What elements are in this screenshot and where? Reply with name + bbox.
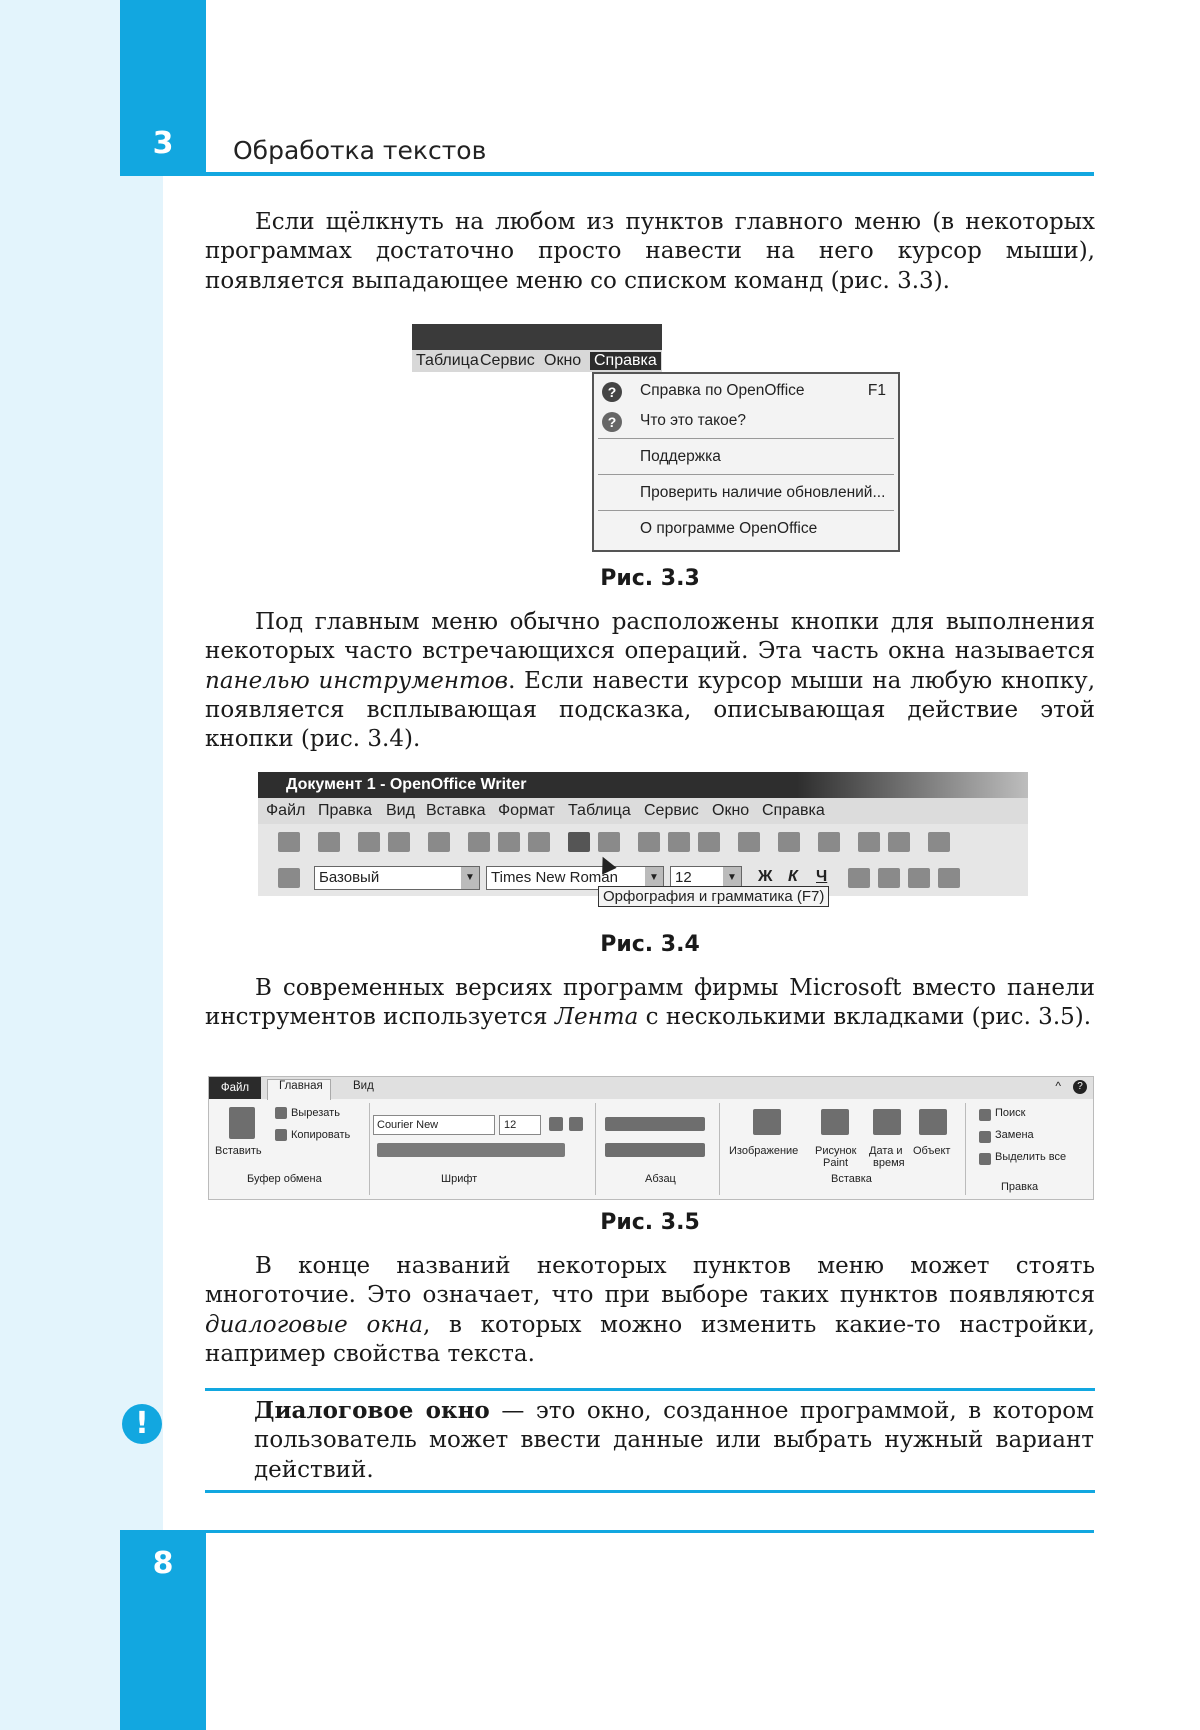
- size-select[interactable]: 12 ▼: [670, 866, 742, 890]
- whats-this-icon: ?: [602, 412, 622, 432]
- paste-icon[interactable]: [698, 832, 720, 852]
- menu-service[interactable]: Сервис: [644, 802, 699, 819]
- paint-icon[interactable]: [821, 1109, 849, 1135]
- group-divider: [965, 1103, 966, 1195]
- shrink-font-icon[interactable]: [569, 1117, 583, 1131]
- chapter-title: Обработка текстов: [233, 136, 487, 165]
- definition-term: Диалоговое окно: [254, 1397, 490, 1424]
- navigator-icon[interactable]: [858, 832, 880, 852]
- menu-view[interactable]: Вид: [386, 802, 415, 819]
- cut-icon[interactable]: [638, 832, 660, 852]
- menu-table[interactable]: Таблица: [568, 802, 631, 819]
- paragraph-1: Если щёлкнуть на любом из пунктов главного меню (в некоторых программах достаточно просто навести на него курсор мыши), появляется выпадающее меню со списком команд (рис. 3.3).: [205, 209, 1095, 294]
- paint-label-2[interactable]: Paint: [823, 1157, 849, 1169]
- styles-icon[interactable]: [278, 868, 300, 888]
- side-band: [0, 0, 163, 1730]
- italic-button[interactable]: К: [788, 868, 798, 885]
- tooltip: Орфография и грамматика (F7): [598, 886, 829, 907]
- save-icon[interactable]: [358, 832, 380, 852]
- open-icon[interactable]: [318, 832, 340, 852]
- justify-icon[interactable]: [938, 868, 960, 888]
- shortcut-f1: F1: [867, 382, 886, 399]
- bold-button[interactable]: Ж: [758, 868, 773, 885]
- menu-separator: [598, 438, 894, 439]
- menu-item-check-updates[interactable]: Проверить наличие обновлений...: [640, 484, 886, 501]
- paragraph-4: В конце названий некоторых пунктов меню может стоять многоточие. Это означает, что при выборе таких пунктов появляются диалоговые окна, в которых можно изменить какие-то настройки, например свойства текста.: [205, 1253, 1095, 1367]
- page-number: 8: [152, 1546, 174, 1581]
- group-divider: [595, 1103, 596, 1195]
- collapse-ribbon-icon[interactable]: ^: [1055, 1079, 1061, 1093]
- menu-edit[interactable]: Правка: [318, 802, 373, 819]
- date-label-1[interactable]: Дата и: [869, 1145, 903, 1157]
- help-icon: ?: [602, 382, 622, 402]
- menu-table[interactable]: Таблица: [416, 352, 479, 369]
- chapter-number: 3: [152, 126, 174, 161]
- help-icon[interactable]: ?: [1073, 1080, 1087, 1094]
- grow-font-icon[interactable]: [549, 1117, 563, 1131]
- menu-service[interactable]: Сервис: [480, 352, 535, 369]
- help-dropdown: [592, 372, 900, 552]
- header-rule: [206, 172, 1094, 176]
- copy-icon[interactable]: [275, 1129, 287, 1141]
- menu-separator: [598, 510, 894, 511]
- chart-icon[interactable]: [928, 832, 950, 852]
- group-insert: Вставка: [831, 1173, 872, 1185]
- window-title-bar: [258, 772, 1028, 798]
- footer-rule: [206, 1530, 1094, 1533]
- find-icon[interactable]: [979, 1109, 991, 1121]
- align-right-icon[interactable]: [908, 868, 930, 888]
- pdf-icon[interactable]: [468, 832, 490, 852]
- date-time-icon[interactable]: [873, 1109, 901, 1135]
- list-buttons[interactable]: [605, 1117, 705, 1131]
- spellcheck-icon[interactable]: [568, 832, 590, 852]
- paragraph-3: В современных версиях программ фирмы Microsoft вместо панели инструментов используется Лента с несколькими вкладками (рис. 3.5).: [205, 975, 1095, 1031]
- group-paragraph: Абзац: [645, 1173, 676, 1185]
- window-title: Документ 1 - OpenOffice Writer: [286, 776, 527, 793]
- undo-icon[interactable]: [778, 832, 800, 852]
- date-label-2[interactable]: время: [873, 1157, 905, 1169]
- note-bottom-rule: [205, 1490, 1095, 1493]
- image-icon[interactable]: [753, 1109, 781, 1135]
- menu-window[interactable]: Окно: [712, 802, 750, 819]
- definition-note: Диалоговое окно — это окно, созданное программой, в котором пользователь может ввести данные или выбрать нужный вариант действий.: [254, 1397, 1094, 1483]
- tab-view[interactable]: Вид: [353, 1080, 374, 1092]
- font-select[interactable]: Times New Roman ▼: [486, 866, 664, 890]
- caption-3-3: Рис. 3.3: [600, 566, 700, 591]
- menu-window[interactable]: Окно: [544, 352, 582, 369]
- cut-label[interactable]: Вырезать: [291, 1107, 340, 1119]
- object-icon[interactable]: [919, 1109, 947, 1135]
- tab-home[interactable]: Главная: [279, 1080, 323, 1092]
- table-icon[interactable]: [888, 832, 910, 852]
- mail-icon[interactable]: [388, 832, 410, 852]
- menu-format[interactable]: Формат: [498, 802, 555, 819]
- menu-insert[interactable]: Вставка: [426, 802, 486, 819]
- replace-label[interactable]: Замена: [995, 1129, 1034, 1141]
- note-top-rule: [205, 1388, 1095, 1391]
- select-all-icon[interactable]: [979, 1153, 991, 1165]
- font-name-select[interactable]: Courier New: [373, 1115, 495, 1135]
- copy-icon[interactable]: [668, 832, 690, 852]
- ribbon-tabs: [209, 1077, 1093, 1099]
- figure-3-3: [412, 324, 912, 554]
- window-bar: [412, 324, 662, 350]
- format-brush-icon[interactable]: [738, 832, 760, 852]
- group-edit: Правка: [1001, 1181, 1039, 1193]
- menu-item-about[interactable]: О программе OpenOffice: [640, 520, 818, 537]
- exclamation-icon: !: [122, 1404, 162, 1444]
- menu-separator: [598, 474, 894, 475]
- underline-button[interactable]: Ч: [816, 868, 828, 885]
- style-select[interactable]: Базовый ▼: [314, 866, 480, 890]
- figure-3-5: [208, 1076, 1094, 1200]
- figure-3-4: [258, 772, 1028, 910]
- group-clipboard: Буфер обмена: [247, 1173, 322, 1185]
- group-divider: [719, 1103, 720, 1195]
- replace-icon[interactable]: [979, 1131, 991, 1143]
- select-all-label[interactable]: Выделить все: [995, 1151, 1067, 1163]
- align-center-icon[interactable]: [878, 868, 900, 888]
- autospell-icon[interactable]: [598, 832, 620, 852]
- font-format-buttons[interactable]: [377, 1143, 565, 1157]
- menu-bar: [258, 798, 1028, 824]
- preview-icon[interactable]: [528, 832, 550, 852]
- menu-item-whats-this[interactable]: Что это такое?: [640, 412, 746, 429]
- object-label[interactable]: Объект: [913, 1145, 951, 1157]
- redo-icon[interactable]: [818, 832, 840, 852]
- cut-icon[interactable]: [275, 1107, 287, 1119]
- print-icon[interactable]: [498, 832, 520, 852]
- group-divider: [369, 1103, 370, 1195]
- menu-help[interactable]: Справка: [590, 352, 661, 370]
- caption-3-5: Рис. 3.5: [600, 1210, 700, 1235]
- edit-icon[interactable]: [428, 832, 450, 852]
- paste-icon[interactable]: [229, 1107, 255, 1139]
- caption-3-4: Рис. 3.4: [600, 932, 700, 957]
- new-icon[interactable]: [278, 832, 300, 852]
- menu-item-openoffice-help[interactable]: Справка по OpenOffice: [640, 382, 805, 399]
- find-label[interactable]: Поиск: [995, 1107, 1026, 1119]
- paste-label: Вставить: [215, 1145, 262, 1157]
- menu-file[interactable]: Файл: [266, 802, 306, 819]
- paragraph-2: Под главным меню обычно расположены кнопки для выполнения некоторых часто встречающихся операций. Эта часть окна называется панелью инструментов. Если навести курсор мыши на любую кнопку, появляется всплывающая подсказка, описывающая действие этой кнопки (рис. 3.4).: [205, 609, 1096, 753]
- copy-label[interactable]: Копировать: [291, 1129, 351, 1141]
- standard-toolbar: [258, 824, 1028, 860]
- paint-label-1[interactable]: Рисунок: [815, 1145, 857, 1157]
- font-size-select[interactable]: 12: [499, 1115, 541, 1135]
- image-label[interactable]: Изображение: [729, 1145, 799, 1157]
- alignment-buttons[interactable]: [605, 1143, 705, 1157]
- menu-bar: [412, 350, 662, 372]
- align-left-icon[interactable]: [848, 868, 870, 888]
- menu-item-support[interactable]: Поддержка: [640, 448, 721, 465]
- group-font: Шрифт: [441, 1173, 478, 1185]
- menu-help[interactable]: Справка: [762, 802, 825, 819]
- tab-file[interactable]: Файл: [209, 1077, 261, 1099]
